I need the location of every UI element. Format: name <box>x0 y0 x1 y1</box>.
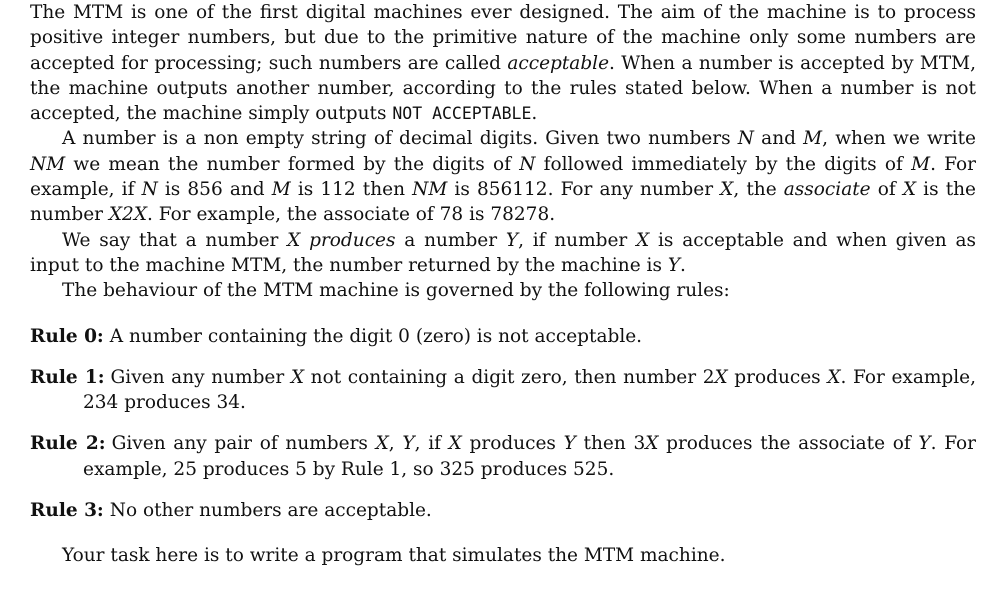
math-var: N <box>141 179 158 201</box>
produces-paragraph <box>30 228 976 279</box>
math-var: Y <box>918 433 931 455</box>
math-var: X <box>902 179 917 201</box>
task-paragraph: Your task here is to write a program that simulates the MTM machine. <box>62 545 726 567</box>
text: , <box>388 433 403 455</box>
math-var: Y <box>505 229 519 251</box>
text: . For example, 25 produces 5 by Rule 1, so 325 produces 525. <box>83 433 977 480</box>
text: and <box>753 128 804 150</box>
text: We say that a number <box>62 229 288 251</box>
text: A number is a non empty string of decimal digits. Given two numbers <box>62 128 738 150</box>
rules-list <box>30 324 976 524</box>
math-var: Y <box>402 433 415 455</box>
definition-paragraph <box>30 126 976 227</box>
rule-label: Rule 1: <box>30 366 105 388</box>
text: followed immediately by the digits of <box>535 153 912 175</box>
text: produces the associate of <box>658 433 919 455</box>
rule-label: Rule 3: <box>30 500 104 522</box>
math-var: X <box>287 229 301 251</box>
text: A number containing the digit 0 (zero) is not acceptable. <box>109 325 643 347</box>
math-var: X <box>714 366 728 388</box>
text: Given any number <box>110 366 291 388</box>
text: , the <box>733 179 784 201</box>
rule-label: Rule 2: <box>30 433 106 455</box>
math-var: X <box>290 366 305 388</box>
rule-0 <box>30 324 976 349</box>
text: . <box>531 103 538 125</box>
text: is the number <box>30 179 977 226</box>
rule-2 <box>30 431 976 482</box>
text: , when we write <box>822 128 976 150</box>
math-var: X <box>448 433 462 455</box>
rule-3 <box>30 498 976 523</box>
math-var: M <box>911 153 931 175</box>
math-var: Y <box>563 433 576 455</box>
text: of <box>870 179 903 201</box>
behaviour-paragraph: The behaviour of the MTM machine is governed by the following rules: <box>62 280 730 302</box>
math-expr: X2X <box>108 204 148 226</box>
text: No other numbers are acceptable. <box>109 500 432 522</box>
rule-label: Rule 0: <box>30 325 104 347</box>
math-var: X <box>827 366 841 388</box>
term-produces: produces <box>309 229 396 251</box>
text: we mean the number formed by the digits of <box>65 153 520 175</box>
text: . For example, the associate of 78 is 78278. <box>147 204 556 226</box>
text: . <box>680 254 686 276</box>
math-var: X <box>375 433 389 455</box>
code-not-acceptable: NOT ACCEPTABLE <box>392 104 532 124</box>
text: is acceptable and when given as input to the machine MTM, the number returned by the machine is <box>30 229 976 276</box>
text <box>300 230 309 251</box>
text: is 112 then <box>290 179 413 201</box>
text: not containing a digit zero, then number 2 <box>304 366 715 388</box>
text: then 3 <box>575 433 646 455</box>
math-var: X <box>645 433 659 455</box>
text: The MTM is one of the first digital machines ever designed. The aim of the machine is to process positive integer numbers, but due to the primitive nature of the machine only some numbers are accepted for processing; such numbers are called <box>30 2 976 74</box>
intro-paragraph <box>30 0 976 126</box>
text: . For example, if <box>30 153 976 201</box>
text: Given any pair of numbers <box>111 433 376 455</box>
text: , if number <box>518 229 637 251</box>
term-associate: associate <box>783 179 871 201</box>
math-var: NM <box>412 179 448 201</box>
text: . When a number is accepted by MTM, the machine outputs another number, according to the rules stated below. When a number is not accepted, the machine simply outputs <box>30 52 977 125</box>
math-var: N <box>737 128 754 150</box>
math-var: M <box>803 128 823 150</box>
term-acceptable: acceptable <box>507 52 610 74</box>
text: is 856112. For any number <box>447 179 721 201</box>
math-var: M <box>271 179 291 201</box>
text: produces <box>727 366 828 388</box>
text: a number <box>395 229 506 251</box>
math-var: Y <box>667 254 681 276</box>
text: . For example, 234 produces 34. <box>83 366 976 414</box>
math-var: X <box>720 179 734 201</box>
math-var: N <box>519 153 536 175</box>
text: produces <box>461 433 564 455</box>
math-var: X <box>636 229 650 251</box>
rule-1 <box>30 365 976 416</box>
math-var: NM <box>30 153 66 175</box>
text: is 856 and <box>157 179 272 201</box>
text: , if <box>414 433 449 455</box>
